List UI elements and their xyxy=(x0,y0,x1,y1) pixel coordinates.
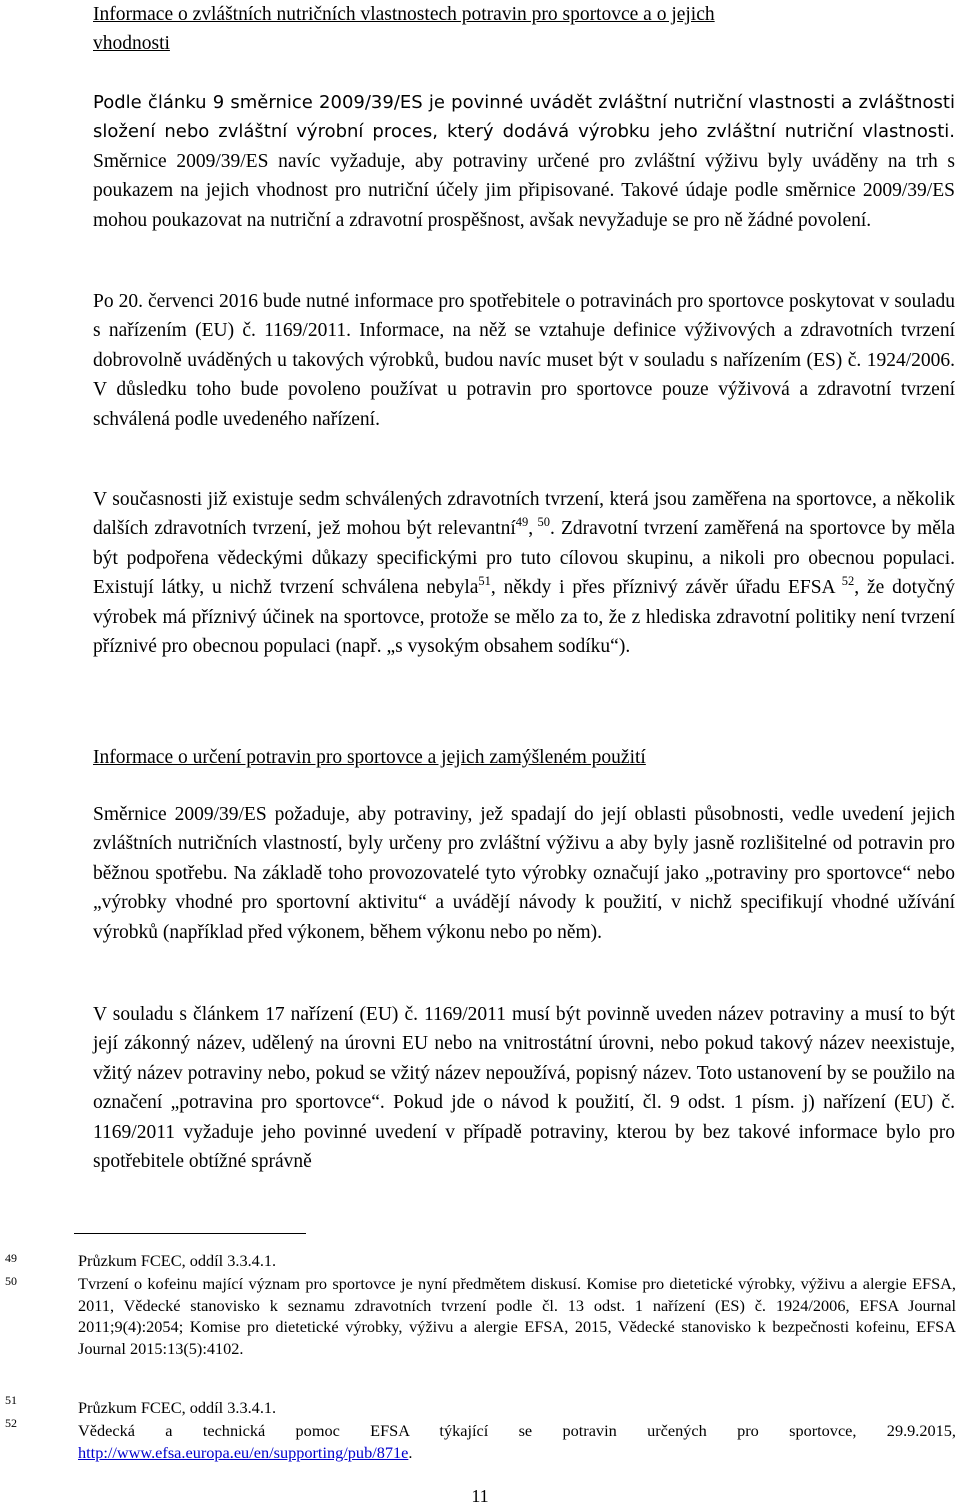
footnote-number-52: 52 xyxy=(5,1416,17,1430)
footnote-52 xyxy=(78,1420,956,1463)
footnote-number-49: 49 xyxy=(5,1251,17,1265)
footnote-number-50: 50 xyxy=(5,1274,17,1288)
paragraph-part-b: . Zdravotní tvrzení zaměřená na sportovce by měla být podpořena vědeckými důkazy specifickými pro tuto cílovou skupinu, a nikoli pro obecnou populaci. Existují látky, u nichž tvrzení schválena nebyla xyxy=(93,518,955,599)
paragraph-regulation-2016: Po 20. červenci 2016 bude nutné informace pro spotřebitele o potravinách pro sportovce poskytovat v souladu s nařízením (EU) č. 1169/2011. Informace, na něž se vztahuje definice výživových a zdravotních tvrzení dobrovolně uváděných u takových výrobků, budou navíc muset být v souladu s nařízením (ES) č. 1924/2006. V důsledku toho bude povoleno používat u potravin pro sportovce pouze výživová a zdravotní tvrzení schválená podle uvedeného nařízení. xyxy=(93,291,955,430)
footnote-49: Průzkum FCEC, oddíl 3.3.4.1. xyxy=(78,1251,277,1270)
efsa-link[interactable]: http://www.efsa.europa.eu/en/supporting/pub/871e xyxy=(78,1442,409,1462)
footnote-ref-52[interactable]: 52 xyxy=(835,574,855,589)
paragraph-sans-part: Podle článku 9 směrnice 2009/39/ES je povinné uvádět zvláštní nutriční vlastnosti a zvláštnosti složení nebo zvláštní výrobní proces, který dodává výrobku jeho zvláštní nutriční vlastnosti. xyxy=(93,92,955,143)
footnote-50: Tvrzení o kofeinu mající význam pro sportovce je nyní předmětem diskusí. Komise pro dietetické výrobky, výživu a alergie EFSA, 2011, Vědecké stanovisko k seznamu zdravotních tvrzení podle čl. 13 odst. 1 nařízení (ES) č. 1924/2006, EFSA Journal 2011;9(4):2054; Komise pro dietetické výrobky, výživu a alergie EFSA, 2015, Vědecké stanovisko k bezpečnosti kofeinu, EFSA Journal 2015:13(5):4102. xyxy=(78,1274,956,1358)
paragraph-part-c: Takové údaje podle směrnice 2009/39/ES mohou poukazovat na nutriční a zdravotní prospěšnost, avšak nevyžaduje se pro ně žádné povolení. xyxy=(93,180,955,231)
section-heading-nutritional-properties xyxy=(93,0,955,59)
section-heading-intended-use: Informace o určení potravin pro sportovce a jejich zamýšleném použití xyxy=(93,747,646,768)
ref-separator: , xyxy=(528,518,534,540)
footnote-separator xyxy=(74,1233,306,1234)
paragraph-intended-use: Směrnice 2009/39/ES požaduje, aby potraviny, jež spadají do její oblasti působnosti, vedle uvedení jejich zvláštních nutričních vlastností, byly určeny pro zvláštní výživu a aby byly jasně rozlišitelné od potravin pro běžnou spotřebu. Na základě toho provozovatelé tyto výrobky označují jako „potraviny pro sportovce“ nebo „výrobky vhodné pro sportovní aktivitu“ a uvádějí návody k použití, v nichž specifikují vhodné užívání výrobků (například před výkonem, během výkonu nebo po něm). xyxy=(93,804,955,943)
paragraph-part-d: , že dotyčný výrobek má příznivý účinek na sportovce, protože se mělo za to, že z hlediska zdravotní politiky není tvrzení příznivé pro obecnou populaci (např. „s vysokým obsahem sodíku“). xyxy=(93,577,955,658)
paragraph-article-17: V souladu s článkem 17 nařízení (EU) č. 1169/2011 musí být povinně uveden název potraviny a musí to být její zákonný název, udělený na úrovni EU nebo na vnitrostátní úrovni, nebo pokud takový název neexistuje, vžitý název potraviny nebo, pokud se vžitý název nepoužívá, popisný název. Toto ustanovení by se použilo na označení „potravina pro sportovce“. Pokud jde o návod k použití, čl. 9 odst. 1 písm. j) nařízení (EU) č. 1169/2011 vyžaduje jeho povinné uvedení v případě potraviny, kterou by bez takové informace bylo pro spotřebitele obtížné správně xyxy=(93,1004,955,1173)
footnote-51: Průzkum FCEC, oddíl 3.3.4.1. xyxy=(78,1398,277,1417)
footnote-ref-49[interactable]: 49 xyxy=(515,515,529,530)
paragraph-part-b: Směrnice 2009/39/ES navíc vyžaduje, aby potraviny určené pro zvláštní výživu byly uváděny na trh s poukazem na jejich vhodnost pro nutriční účely jim připisované. xyxy=(93,150,955,202)
paragraph-part-c: , někdy i přes příznivý závěr úřadu EFSA xyxy=(490,577,836,599)
footnote-number-51: 51 xyxy=(5,1393,17,1407)
paragraph-part-a: V současnosti již existuje sedm schválených zdravotních tvrzení, která jsou zaměřena na sportovce, a několik dalších zdravotních tvrzení, jež mohou být relevantní xyxy=(93,489,955,540)
paragraph-directive-obligation xyxy=(93,88,955,235)
heading-line-2: vhodnosti xyxy=(93,33,170,55)
paragraph-health-claims xyxy=(93,485,955,661)
footnote-52-text: Vědecká a technická pomoc EFSA týkající se potravin určených pro sportovce, 29.9.2015, xyxy=(78,1421,956,1440)
footnote-ref-50[interactable]: 50 xyxy=(533,515,550,530)
page-number: 11 xyxy=(471,1486,489,1506)
footnote-ref-51[interactable]: 51 xyxy=(478,574,491,589)
heading-line-1: Informace o zvláštních nutričních vlastnostech potravin pro sportovce a o jejich xyxy=(93,4,715,25)
footnote-52-end: . xyxy=(408,1442,413,1462)
